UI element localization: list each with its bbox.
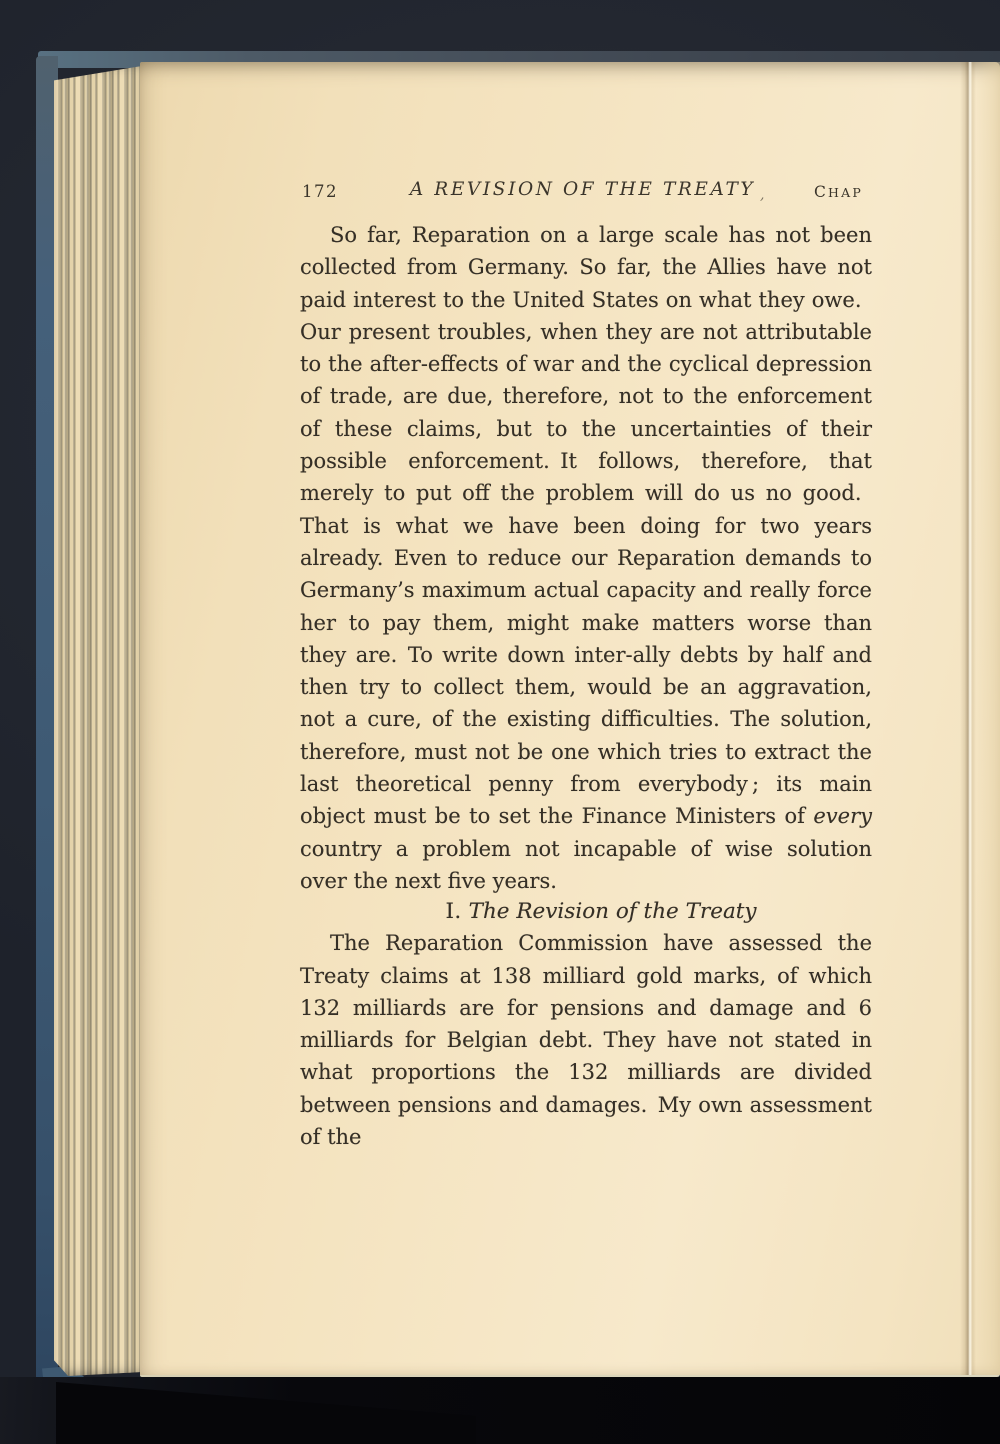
paragraph-1-text-end: country a problem not incapable of wise solution over the next five years. [300,836,872,893]
paragraph-1-italic-word: every [813,804,872,829]
running-title: A REVISION OF THE TREATY [409,179,756,200]
page-edge-stack [54,62,142,1376]
gutter-strip [976,62,1000,1375]
gutter-fold [960,62,976,1375]
running-header [300,178,872,204]
paragraph-1 [300,219,872,897]
ink-speck: , [760,187,765,203]
body-text [300,219,872,1153]
paragraph-1-text: So far, Reparation on a large scale has not been collected from Germany. So far, the Allies have not paid interest to the United States on what they owe. Our present troubles, when they are not attributable to the after-effects of war and the cyclical depression of trade, are due, therefore, not to the enforcement of these claims, but to the uncertainties of their possible enforcement. It follows, therefore, that merely to put off the problem will do us no good. That is what we have been doing for two years already. Even to reduce our Reparation demands to Germany’s maximum actual capacity and really force her to pay them, might make matters worse than they are. To write down inter-ally debts by half and then try to collect them, would be an aggravation, not a cure, of the existing difficulties. The solution, therefore, must not be one which tries to extract the last theoretical penny from everybody ; its main object must be to set the Finance Ministers of [300,223,872,829]
chapter-label: CHAP [813,183,863,201]
paragraph-2: The Reparation Commission have assessed the Treaty claims at 138 milliard gold marks, of which 132 milliards are for pensions and damage and 6 milliards for Belgian debt. They have not stated in what proportions the 132 milliards are divided between pensions and damages. My own assessment of the [300,931,872,1150]
section-heading-title: The Revision of the Treaty [468,899,757,925]
page-number: 172 [302,182,338,201]
book-page [140,62,1000,1377]
section-heading-numeral: I. [445,899,462,925]
printed-text-column [300,178,872,1153]
section-heading [300,897,872,927]
